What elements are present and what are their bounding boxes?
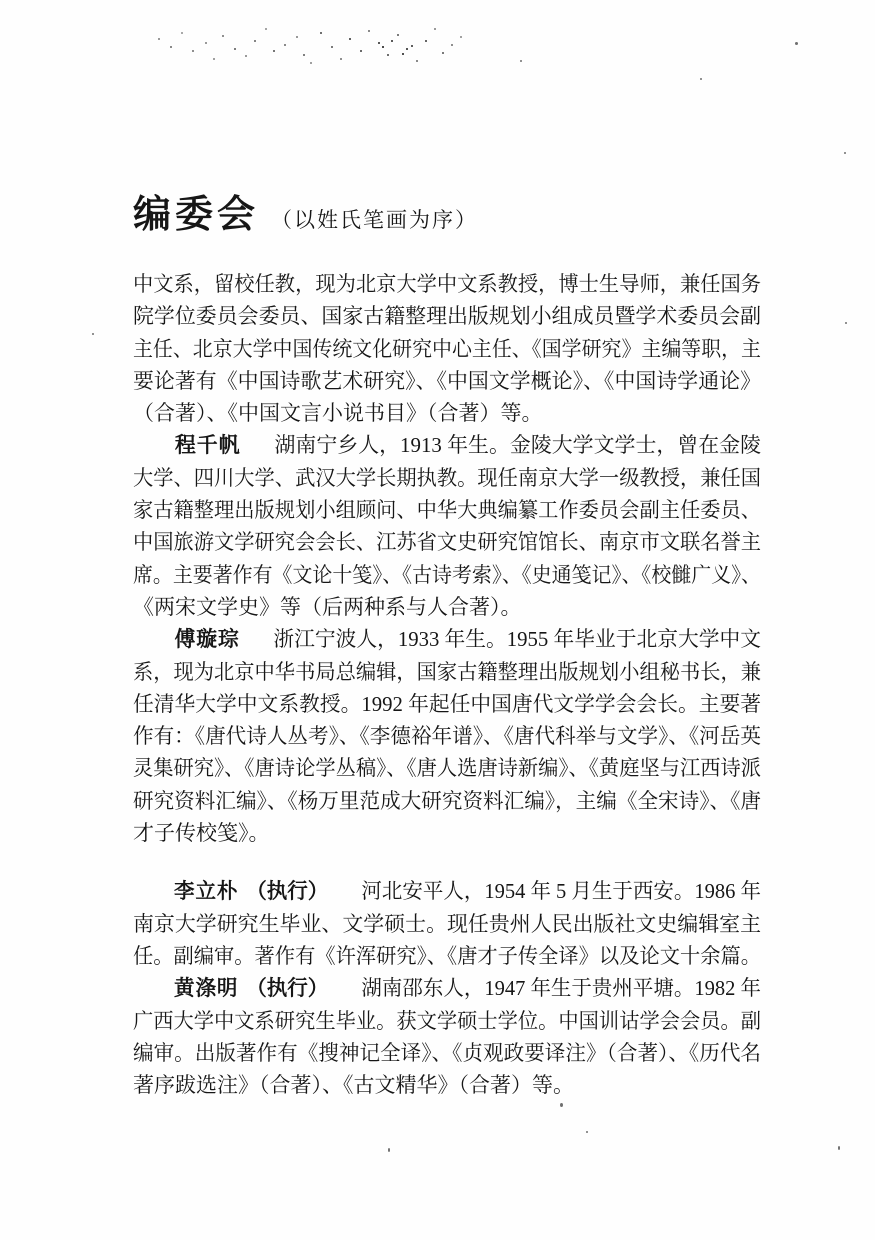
bio-paragraph [133, 875, 761, 972]
author-role: （执行） [246, 976, 329, 1001]
text-line: 研究资料汇编》、《杨万里范成大研究资料汇编》，主编《全宋诗》、《唐 [133, 788, 761, 813]
bio-paragraph [133, 623, 761, 849]
bio-paragraph [133, 429, 761, 623]
author-name: 傅璇琮 [174, 627, 240, 652]
text-line: 院学位委员会委员、国家古籍整理出版规划小组成员暨学术委员会副 [133, 304, 761, 329]
text-line: 《两宋文学史》等（后两种系与人合著）。 [133, 594, 522, 619]
text-line: 编审。出版著作有《搜神记全译》、《贞观政要译注》（合著）、《历代名 [133, 1040, 761, 1065]
author-name: 黄涤明 [173, 976, 239, 1001]
title-sort-note: （以姓氏笔画为序） [271, 208, 479, 232]
text-line: 才子传校笺》。 [133, 821, 270, 846]
scan-speck [586, 1131, 588, 1133]
scan-speck [92, 333, 94, 335]
text-line [133, 429, 761, 461]
committee-title: 编委会 [133, 194, 260, 236]
bio-paragraphs [133, 268, 761, 1101]
author-name: 程千帆 [174, 433, 241, 458]
scan-speck [388, 1148, 390, 1152]
text-line: 系，现为北京中华书局总编辑，国家古籍整理出版规划小组秘书长，兼 [133, 659, 761, 684]
scan-speck [520, 60, 522, 62]
scan-speck [700, 78, 702, 80]
text-line: 灵集研究》、《唐诗论学丛稿》、《唐人选唐诗新编》、《黄庭坚与江西诗派 [133, 756, 761, 781]
text-line: 南京大学研究生毕业、文学硕士。现任贵州人民出版社文史编辑室主 [133, 911, 761, 936]
bio-text: 湖南宁乡人，1913 年生。金陵大学文学士，曾在金陵 [274, 433, 761, 458]
text-line [133, 972, 761, 1004]
scan-speck [838, 1146, 840, 1150]
bio-text: 湖南邵东人，1947 年生于贵州平塘。1982 年 [361, 976, 761, 1001]
text-line: 主任、北京大学中国传统文化研究中心主任、《国学研究》主编等职，主 [133, 336, 761, 361]
text-line: 任清华大学中文系教授。1992 年起任中国唐代文学学会会长。主要著 [133, 691, 761, 716]
text-line: 席。主要著作有《文论十笺》、《古诗考索》、《史通笺记》、《校雠广义》、 [133, 562, 761, 587]
author-role: （执行） [246, 879, 329, 904]
bio-paragraph [133, 972, 761, 1101]
text-line: 家古籍整理出版规划小组顾问、中华大典编纂工作委员会副主任委员、 [133, 498, 761, 523]
scan-smudge [150, 20, 152, 22]
text-line: （合著）、《中国文言小说书目》（合著）等。 [133, 401, 543, 426]
text-line: 大学、四川大学、武汉大学长期执教。现任南京大学一级教授，兼任国 [133, 465, 761, 490]
bio-text: 浙江宁波人，1933 年生。1955 年毕业于北京大学中文 [273, 627, 761, 652]
bio-paragraph [133, 268, 761, 429]
scan-speck [845, 322, 847, 324]
bio-text: 河北安平人，1954 年 5 月生于西安。1986 年 [361, 879, 761, 904]
text-line: 要论著有《中国诗歌艺术研究》、《中国文学概论》、《中国诗学通论》 [133, 368, 761, 393]
scan-speck [795, 42, 798, 45]
scan-speck [560, 1103, 563, 1107]
text-line: 著序跋选注》（合著）、《古文精华》（合著）等。 [133, 1073, 574, 1098]
text-line [133, 875, 761, 907]
text-line: 作有：《唐代诗人丛考》、《李德裕年谱》、《唐代科举与文学》、《河岳英 [133, 724, 761, 749]
text-line: 中文系，留校任教，现为北京大学中文系教授，博士生导师，兼任国务 [133, 272, 761, 296]
page-title [133, 183, 478, 238]
author-name: 李立朴 [173, 879, 239, 904]
text-line [133, 623, 761, 655]
text-line: 广西大学中文系研究生毕业。获文学硕士学位。中国训诂学会会员。副 [133, 1008, 761, 1033]
text-line: 任。副编审。著作有《许浑研究》、《唐才子传全译》以及论文十余篇。 [133, 943, 761, 968]
text-line: 中国旅游文学研究会会长、江苏省文史研究馆馆长、南京市文联名誉主 [133, 530, 761, 555]
scan-speck [844, 152, 846, 154]
